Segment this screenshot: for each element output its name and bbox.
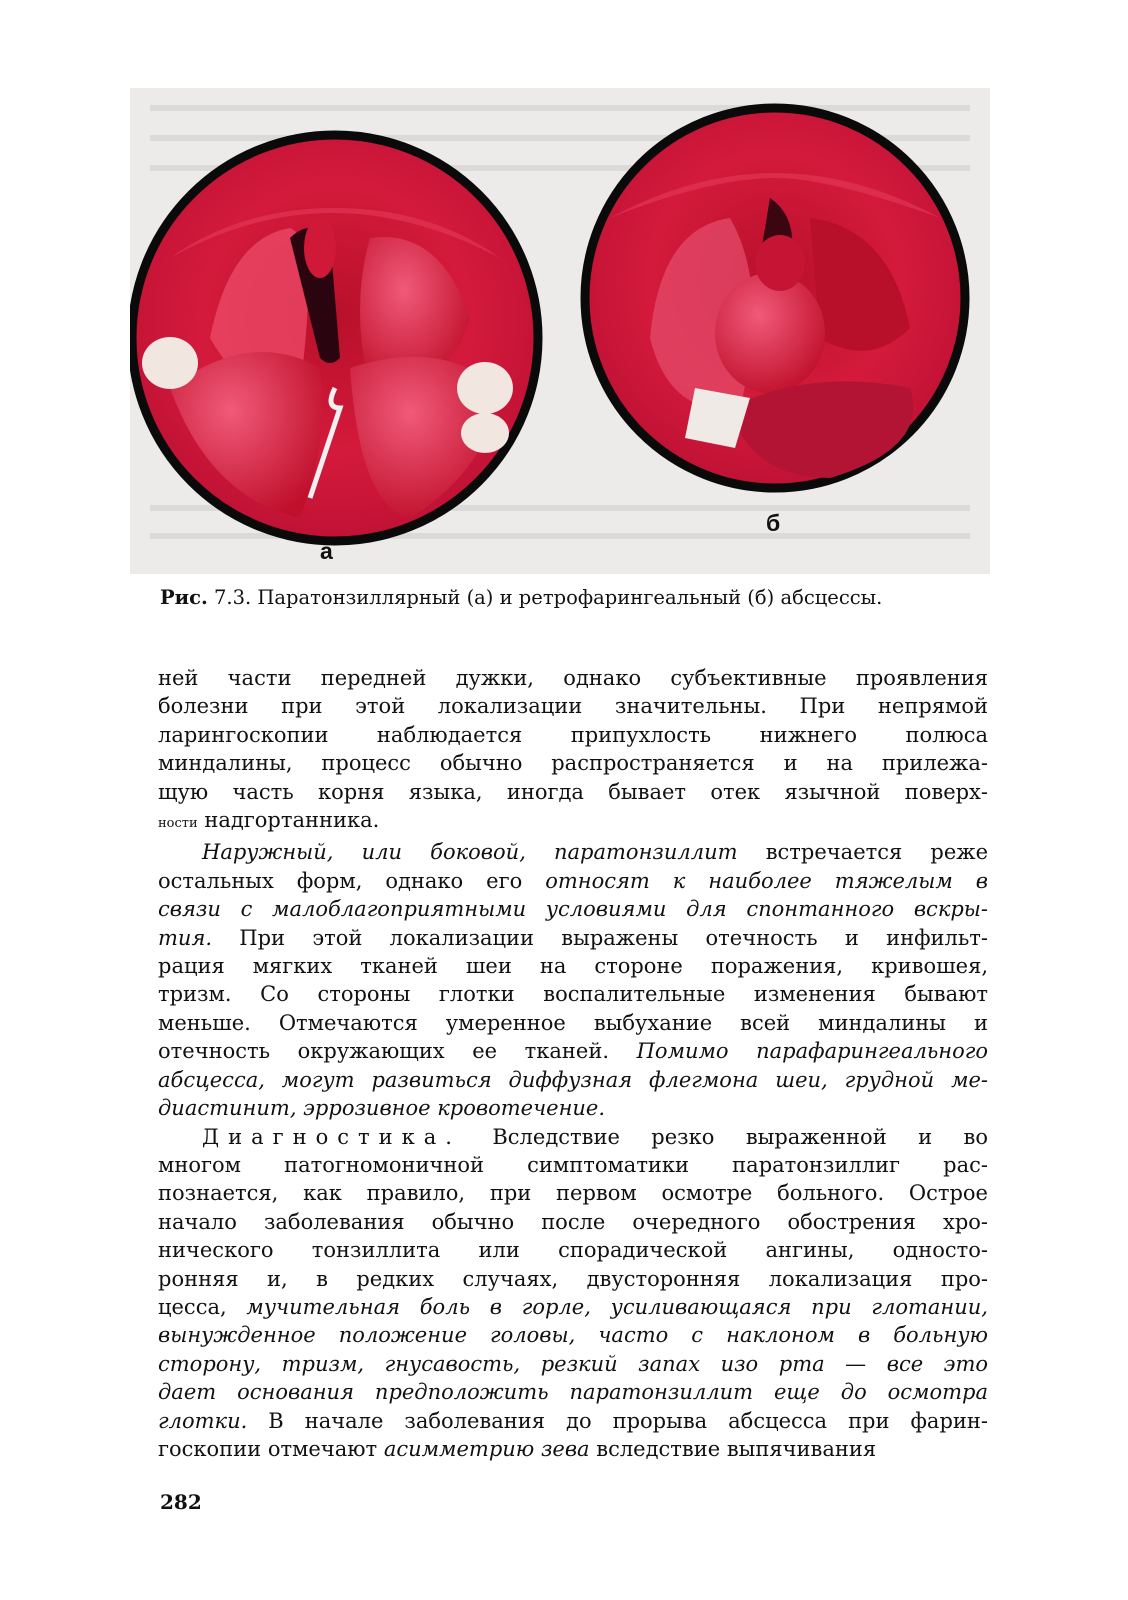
text-fragment: отечность окружающих ее тканей.: [158, 1039, 637, 1064]
text-line: тризм. Со стороны глотки воспалительные изменения бывают: [158, 982, 988, 1007]
text-line: миндалины, процесс обычно распространяется и на прилежа-: [158, 751, 988, 776]
italic-fragment: тия.: [158, 925, 213, 950]
text-line: [158, 1037, 988, 1065]
text-line: [158, 1407, 988, 1435]
caption-text: 7.3. Паратонзиллярный (а) и ретрофарингеальный (б) абсцессы.: [207, 586, 883, 609]
italic-fragment: относят к наиболее тяжелым в: [545, 868, 988, 893]
text-line: ронняя и, в редких случаях, двусторонняя локализация про-: [158, 1266, 988, 1291]
text-fragment: встречается реже: [737, 840, 989, 865]
italic-fragment: диастинит, эррозивное кровотечение.: [158, 1096, 606, 1121]
italic-fragment: абсцесса, могут развиться диффузная флегмона шеи, грудной ме-: [158, 1067, 988, 1092]
text-line: [158, 924, 988, 952]
illustration-b-retropharyngeal: [585, 108, 965, 488]
text-fragment: надгортанника.: [197, 808, 380, 833]
text-line: познается, как правило, при первом осмотре больного. Острое: [158, 1181, 988, 1206]
text-line: [158, 1123, 988, 1151]
text-line: [158, 1378, 988, 1406]
text-line: [158, 806, 988, 838]
text-fragment: При этой локализации выражены отечность и инфильт-: [212, 925, 988, 950]
text-line: [158, 895, 988, 923]
figure-label-a: а: [320, 538, 333, 564]
text-line: болезни при этой локализации значительны. При непрямой: [158, 694, 988, 719]
text-fragment: В начале заболевания до прорыва абсцесса при фарин-: [247, 1408, 988, 1433]
section-heading-diagnostics: Диагностика.: [202, 1124, 461, 1149]
text-line: [158, 1094, 988, 1122]
figure-7-3: [130, 88, 990, 574]
figure-label-b: б: [766, 510, 781, 536]
italic-fragment: Помимо парафарингеального: [636, 1039, 988, 1064]
text-line: многом патогномоничной симптоматики паратонзиллиг рас-: [158, 1152, 988, 1177]
text-line: меньше. Отмечаются умеренное выбухание всей миндалины и: [158, 1010, 988, 1035]
text-line: ларингоскопии наблюдается припухлость нижнего полюса: [158, 722, 988, 747]
body-text: [158, 664, 988, 1463]
italic-fragment: Наружный, или боковой, паратонзиллит: [202, 840, 738, 865]
text-fragment: госкопии отмечают: [158, 1436, 384, 1461]
text-line: [158, 867, 988, 895]
text-line: [158, 1350, 988, 1378]
text-line: начало заболевания обычно после очередного обострения хро-: [158, 1209, 988, 1234]
italic-fragment: сторону, тризм, гнусавость, резкий запах изо рта — все это: [158, 1351, 988, 1376]
text-line: рация мягких тканей шеи на стороне поражения, кривошея,: [158, 954, 988, 979]
text-line: ней части передней дужки, однако субъективные проявления: [158, 666, 988, 690]
text-fragment: вследствие выпячивания: [589, 1436, 877, 1461]
text-line: [158, 1293, 988, 1321]
caption-prefix: Рис.: [160, 586, 208, 609]
figure-caption: [160, 586, 1020, 609]
text-fragment: ности: [158, 816, 198, 832]
italic-fragment: вынужденное положение головы, часто с наклоном в больную: [158, 1323, 988, 1348]
text-line: [158, 1066, 988, 1094]
text-fragment: Вследствие резко выраженной и во: [460, 1124, 988, 1149]
italic-fragment: глотки.: [158, 1408, 248, 1433]
text-fragment: цесса,: [158, 1294, 247, 1319]
italic-fragment: связи с малоблагоприятными условиями для спонтанного вскры-: [158, 897, 988, 922]
text-line: [158, 838, 988, 866]
text-line: [158, 1435, 988, 1463]
text-fragment: остальных форм, однако его: [158, 868, 546, 893]
illustration-a-paratonsillar: [132, 135, 538, 541]
italic-fragment: мучительная боль в горле, усиливающаяся при глотании,: [246, 1294, 988, 1319]
figure-illustration: [130, 88, 990, 574]
italic-fragment: дает основания предположить паратонзиллит еще до осмотра: [158, 1380, 988, 1405]
text-line: щую часть корня языка, иногда бывает отек язычной поверх-: [158, 779, 988, 804]
text-line: [158, 1321, 988, 1349]
page-number: 282: [160, 1490, 202, 1514]
text-line: нического тонзиллита или спорадической ангины, односто-: [158, 1238, 988, 1263]
italic-fragment: асимметрию зева: [383, 1436, 590, 1461]
